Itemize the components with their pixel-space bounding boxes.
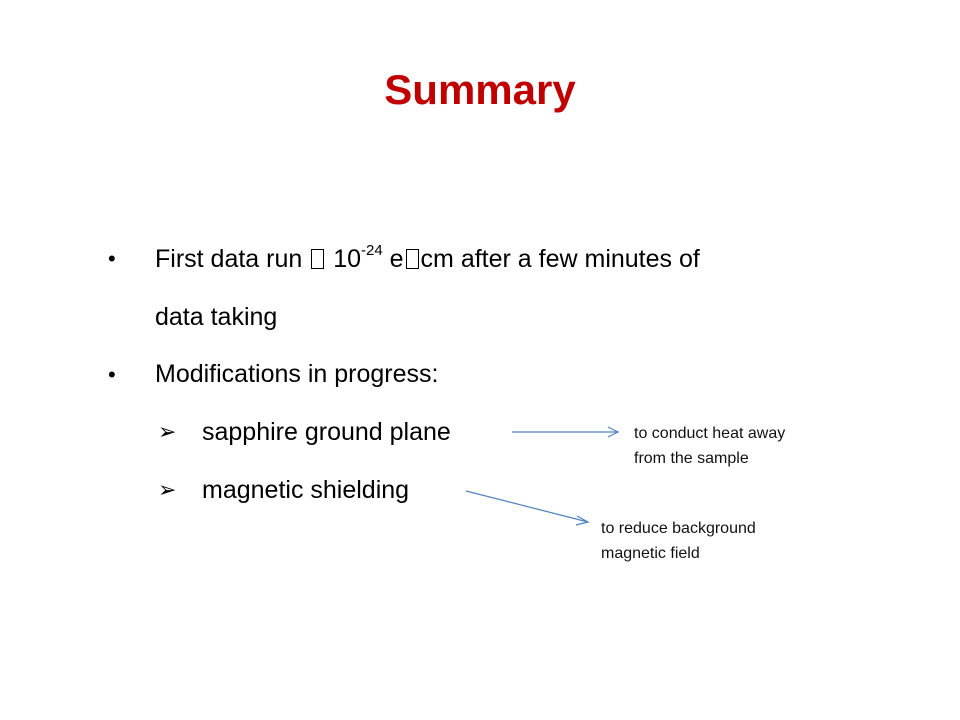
note-heat-line-1: to conduct heat away xyxy=(634,425,786,442)
bullet-1-unit: e xyxy=(389,245,404,273)
bullet-1-line-2: data taking xyxy=(155,303,278,331)
arrowhead-bullet-icon: ➢ xyxy=(158,419,177,444)
note-background-line-1: to reduce background xyxy=(601,520,756,537)
bullet-marker: • xyxy=(108,246,116,271)
bullet-1-text-end: cm after a few minutes of xyxy=(420,245,700,273)
slide-title: Summary xyxy=(384,66,576,113)
bullet-1-number: 10 xyxy=(333,245,361,273)
sub-item-sapphire: sapphire ground plane xyxy=(202,418,451,446)
note-background-line-2: magnetic field xyxy=(601,545,700,562)
note-heat-line-2: from the sample xyxy=(634,450,749,467)
sub-item-magnetic: magnetic shielding xyxy=(202,476,410,504)
bullet-1-text-start: First data run xyxy=(155,245,303,273)
bullet-2-text: Modifications in progress: xyxy=(155,360,439,388)
bullet-1-exponent: -24 xyxy=(361,242,383,259)
bullet-marker: • xyxy=(108,362,116,387)
arrow-to-background-note xyxy=(466,491,588,522)
arrowhead-bullet-icon: ➢ xyxy=(158,477,177,502)
